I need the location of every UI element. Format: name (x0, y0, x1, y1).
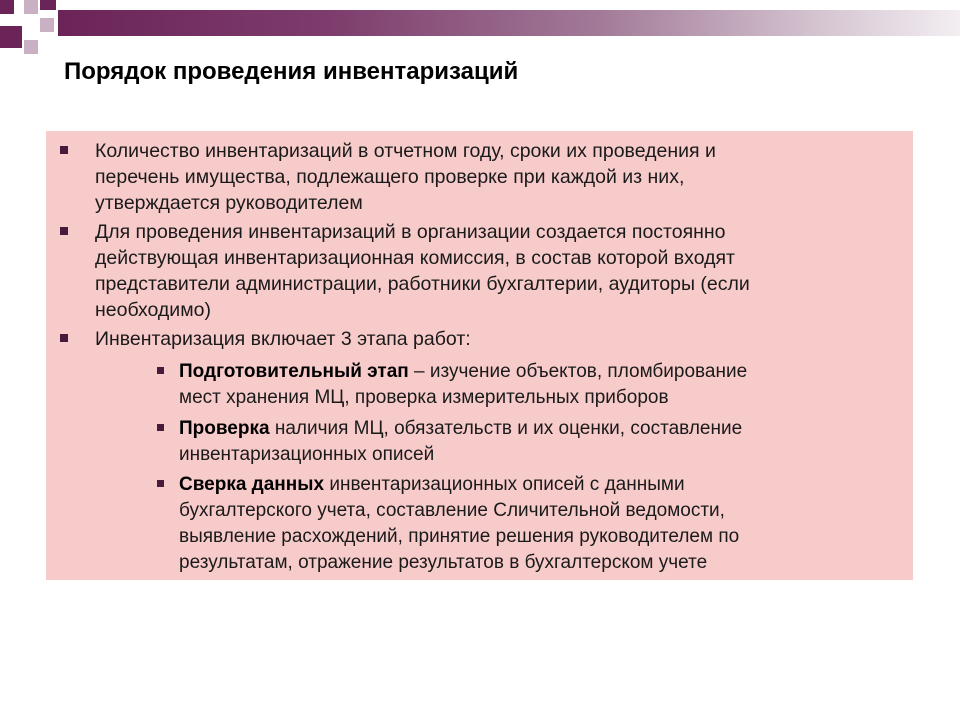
list-item-line: Инвентаризация включает 3 этапа работ: (95, 328, 471, 350)
decor-square (40, 18, 54, 32)
sub-item-line: результатам, отражение результатов в бухгалтерском учете (179, 552, 708, 573)
list-item-line: Количество инвентаризаций в отчетном году, сроки их проведения и (95, 140, 716, 162)
sub-item-line: мест хранения МЦ, проверка измерительных приборов (179, 387, 669, 408)
sub-item-heading: Проверка (179, 418, 270, 439)
sub-item-text: – изучение объектов, пломбирование (408, 361, 748, 382)
decor-square (0, 0, 14, 14)
list-item (95, 219, 750, 323)
square-bullet-icon (60, 334, 68, 342)
decor-square (0, 26, 22, 48)
list-item-line: утверждается руководителем (95, 192, 363, 214)
list-item-line: действующая инвентаризационная комиссия, в состав которой входят (95, 247, 735, 269)
decor-square (40, 0, 56, 10)
sub-item-line: бухгалтерского учета, составление Сличительной ведомости, (179, 500, 725, 521)
square-bullet-icon (157, 424, 164, 431)
list-item-line: Для проведения инвентаризаций в организации создается постоянно (95, 221, 726, 243)
header-gradient-band (58, 10, 960, 36)
square-bullet-icon (157, 367, 164, 374)
list-item-line: представители администрации, работники бухгалтерии, аудиторы (если (95, 273, 750, 295)
sub-item-text: инвентаризационных описей с данными (324, 474, 685, 495)
decor-square (24, 0, 38, 14)
square-bullet-icon (157, 480, 164, 487)
sub-item-line: инвентаризационных описей (179, 444, 435, 465)
list-item (95, 326, 471, 352)
sub-item-heading: Сверка данных (179, 474, 325, 495)
sub-list-item (179, 359, 747, 411)
slide-title: Порядок проведения инвентаризаций (64, 58, 519, 85)
sub-item-line: выявление расхождений, принятие решения руководителем по (179, 526, 740, 547)
list-item-line: необходимо) (95, 299, 211, 321)
square-bullet-icon (60, 227, 68, 235)
sub-list-item (179, 472, 739, 576)
sub-item-heading: Подготовительный этап (179, 361, 409, 382)
square-bullet-icon (60, 146, 68, 154)
decor-square (24, 40, 38, 54)
list-item (95, 138, 716, 216)
sub-list-item (179, 416, 742, 468)
content-box (46, 131, 913, 580)
sub-item-text: наличия МЦ, обязательств и их оценки, составление (269, 418, 743, 439)
list-item-line: перечень имущества, подлежащего проверке при каждой из них, (95, 166, 685, 188)
